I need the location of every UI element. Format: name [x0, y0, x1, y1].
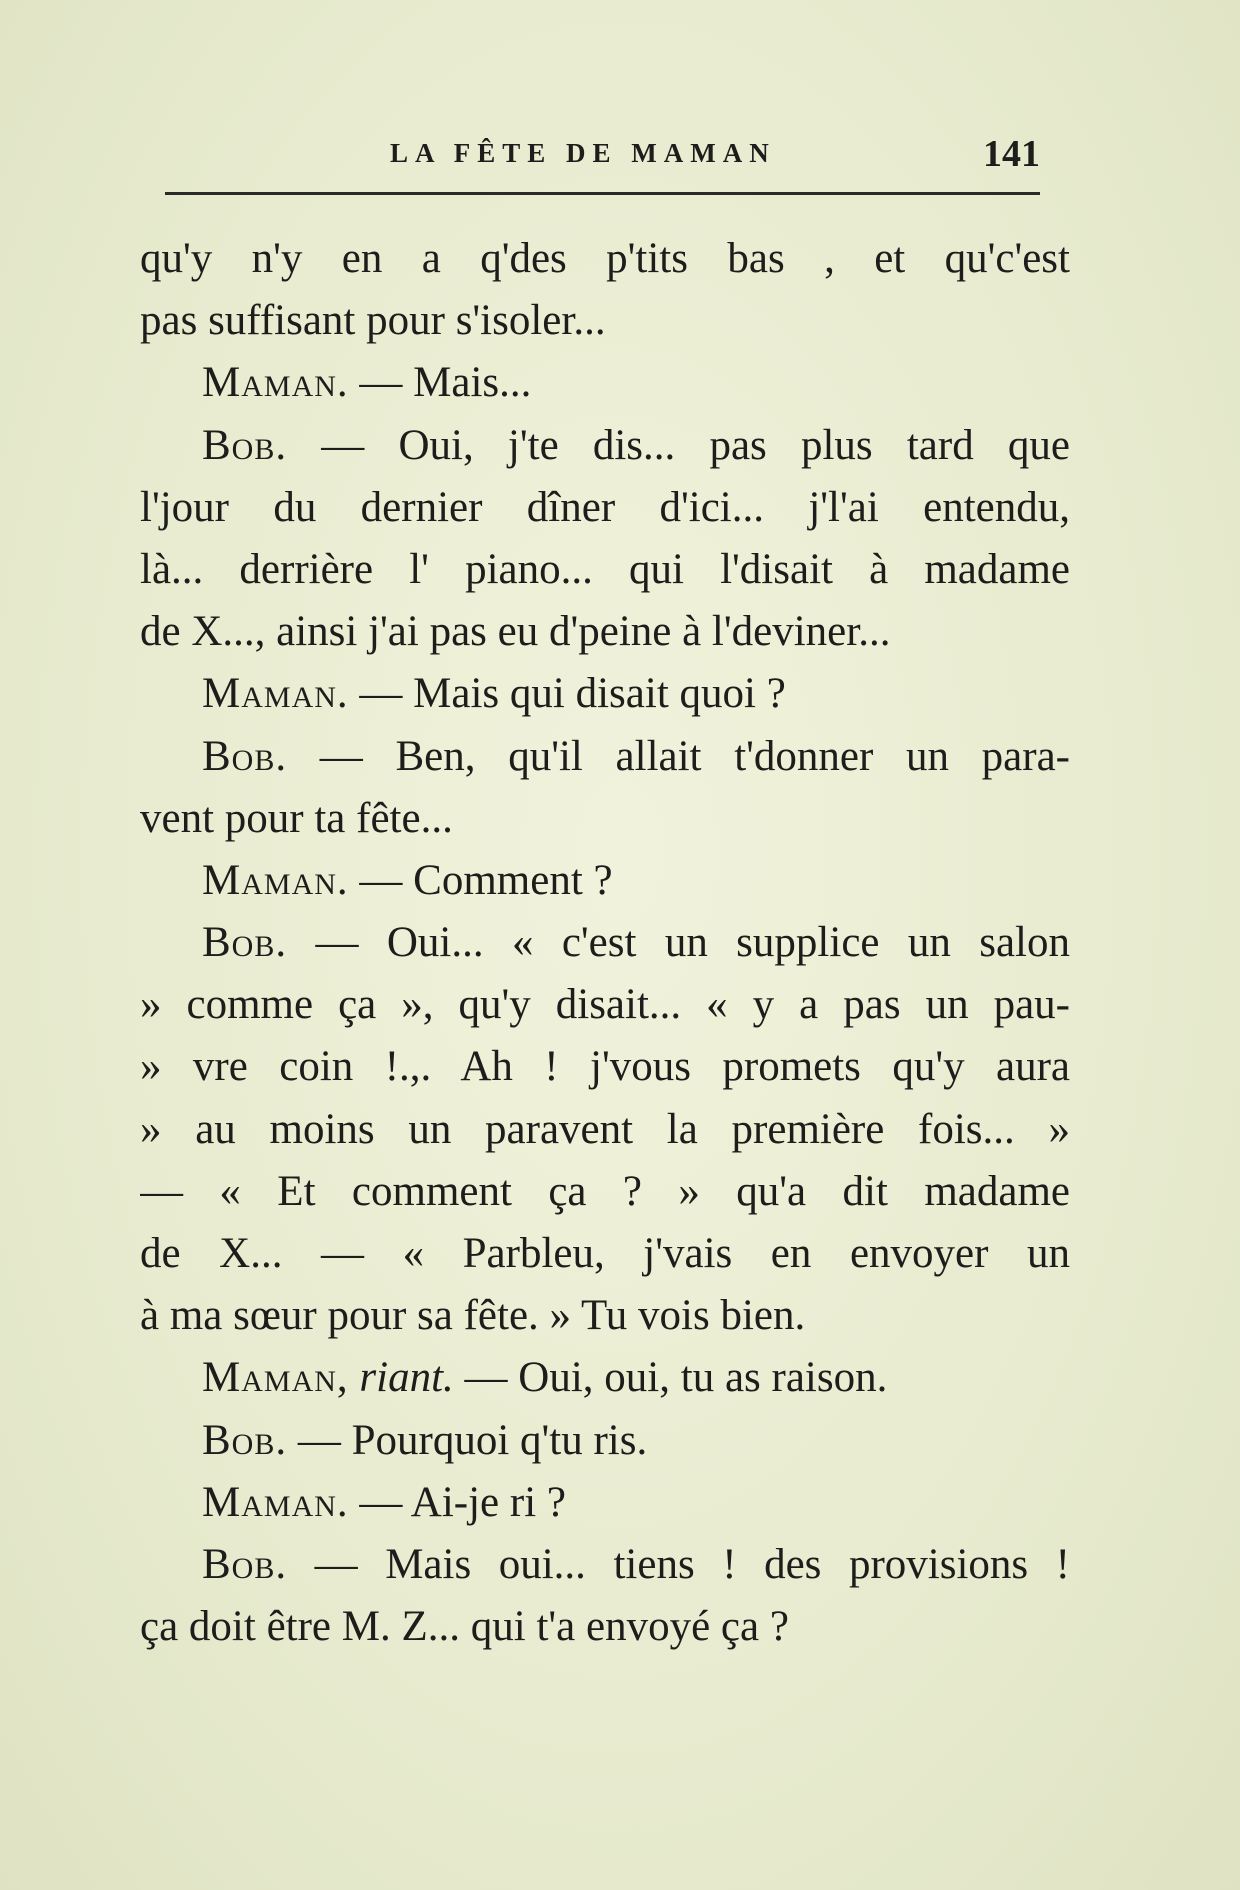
text-line [140, 1596, 1070, 1658]
line-text: — Oui... « c'est un supplice un salon [287, 919, 1070, 967]
text-line [140, 228, 1070, 290]
line-text: » comme ça », qu'y disait... « y a pas un pau- [140, 981, 1070, 1029]
line-text: de X..., ainsi j'ai pas eu d'peine à l'deviner... [140, 608, 891, 656]
text-line [140, 539, 1070, 601]
line-text: — Ai-je ri ? [348, 1478, 566, 1526]
line-text: — Ben, qu'il allait t'donner un para- [287, 732, 1070, 780]
running-title: LA FÊTE DE MAMAN [390, 138, 776, 168]
speaker-name: Bob. [202, 919, 288, 967]
text-line [140, 601, 1070, 663]
stage-direction: riant. [348, 1354, 454, 1402]
line-text: ça doit être M. Z... qui t'a envoyé ça ? [140, 1603, 789, 1651]
text-line [140, 788, 1070, 850]
text-line [140, 1099, 1070, 1161]
line-text: — Pourquoi q'tu ris. [287, 1416, 648, 1464]
text-line [140, 850, 1070, 912]
line-text: — Mais qui disait quoi ? [348, 670, 786, 718]
text-line [140, 352, 1070, 414]
speaker-name: Bob. [202, 421, 288, 469]
text-line [140, 663, 1070, 725]
line-text: — Mais oui... tiens ! des provisions ! [287, 1540, 1070, 1588]
line-text: qu'y n'y en a q'des p'tits bas , et qu'c'est [140, 235, 1070, 282]
text-line [140, 1223, 1070, 1285]
page-number: 141 [983, 133, 1040, 175]
line-text: — Comment ? [348, 856, 613, 904]
text-line [140, 912, 1070, 974]
text-line [140, 1534, 1070, 1596]
line-text: l'jour du dernier dîner d'ici... j'l'ai entendu, [140, 483, 1070, 531]
text-line [140, 974, 1070, 1036]
line-text: pas suffisant pour s'isoler... [140, 297, 606, 345]
line-text: » vre coin !.,. Ah ! j'vous promets qu'y aura [140, 1043, 1070, 1091]
text-line [140, 1161, 1070, 1223]
speaker-name: Maman. [202, 856, 349, 904]
line-text: » au moins un paravent la première fois... » [140, 1105, 1070, 1153]
text-line [140, 415, 1070, 477]
text-line [140, 1347, 1070, 1409]
text-line [140, 726, 1070, 788]
line-text: — Oui, j'te dis... pas plus tard que [287, 421, 1070, 469]
line-text: là... derrière l' piano... qui l'disait à madame [140, 545, 1070, 593]
speaker-name: Bob. [202, 1540, 288, 1588]
text-line [140, 1410, 1070, 1472]
speaker-name: Bob. [202, 732, 288, 780]
speaker-name: Maman. [202, 670, 349, 718]
line-text: — « Et comment ça ? » qu'a dit madame [140, 1167, 1070, 1215]
text-line [140, 477, 1070, 539]
line-text: à ma sœur pour sa fête. » Tu vois bien. [140, 1292, 806, 1340]
speaker-name: Maman, [202, 1354, 349, 1402]
header-rule [165, 192, 1040, 195]
text-line [140, 290, 1070, 352]
line-text: — Oui, oui, tu as raison. [453, 1354, 888, 1402]
text-line [140, 1285, 1070, 1347]
dialogue-text [140, 228, 1070, 1658]
running-head [160, 132, 1040, 175]
line-text: de X... — « Parbleu, j'vais en envoyer un [140, 1230, 1070, 1277]
line-text: vent pour ta fête... [140, 794, 453, 842]
text-line [140, 1036, 1070, 1098]
line-text: — Mais... [348, 359, 532, 407]
speaker-name: Bob. [202, 1416, 288, 1464]
speaker-name: Maman. [202, 359, 349, 407]
speaker-name: Maman. [202, 1478, 349, 1526]
text-line [140, 1472, 1070, 1534]
